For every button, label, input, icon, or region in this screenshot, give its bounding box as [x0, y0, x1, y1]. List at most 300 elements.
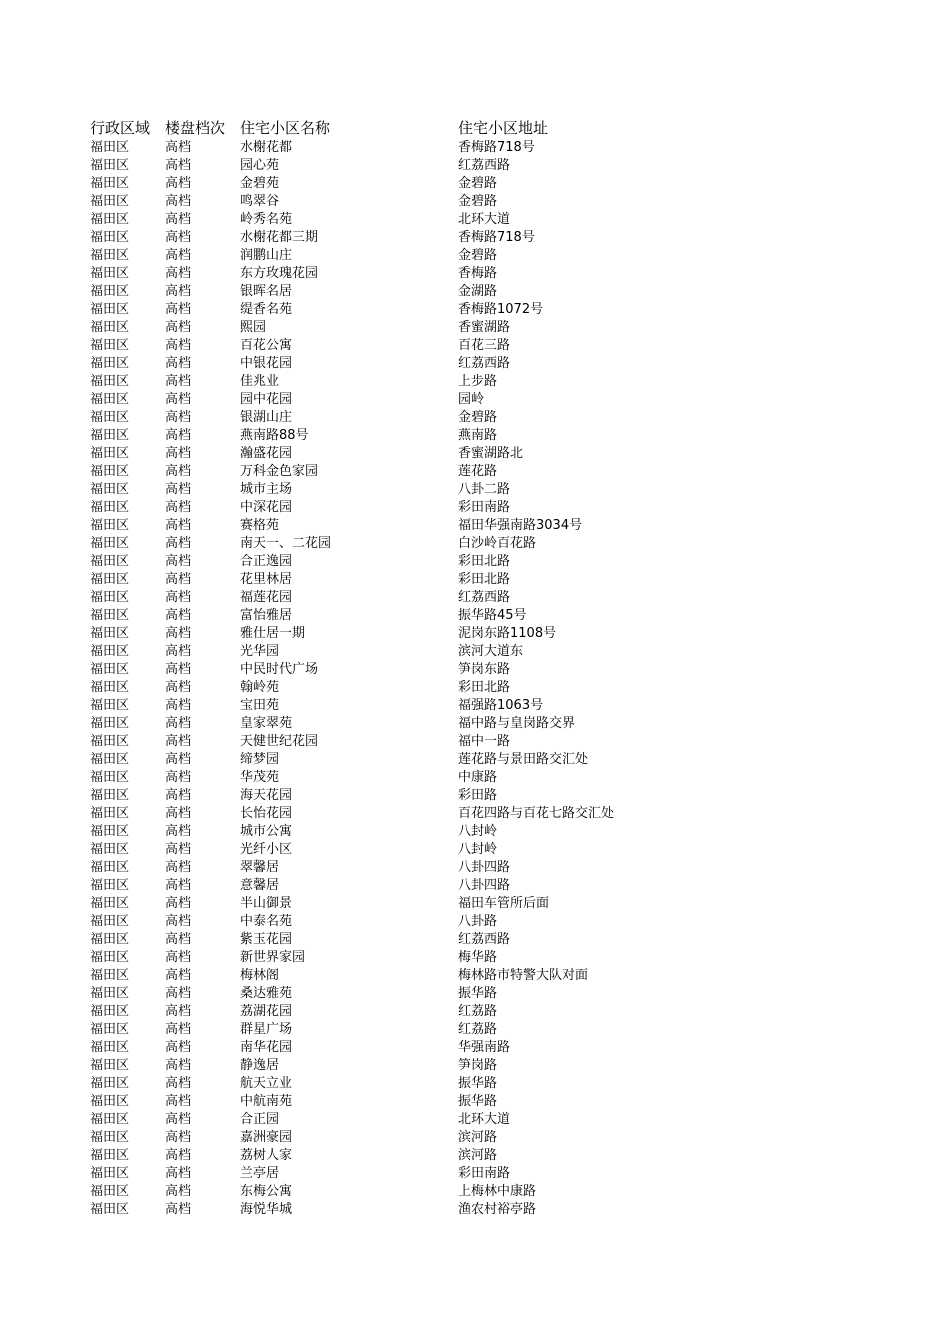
- name-cell: 鸣翠谷: [240, 194, 280, 209]
- address-cell: 振华路: [458, 1094, 498, 1109]
- name-cell: 雅仕居一期: [240, 626, 306, 641]
- name-cell: 润鹏山庄: [240, 248, 293, 263]
- address-cell: 彩田南路: [458, 1166, 511, 1181]
- address-cell: 滨河大道东: [458, 644, 524, 659]
- grade-cell: 高档: [165, 680, 192, 695]
- grade-cell: 高档: [165, 140, 192, 155]
- district-cell: 福田区: [90, 932, 130, 947]
- address-cell: 红荔路: [458, 1004, 498, 1019]
- table-row: [90, 139, 710, 157]
- name-cell: 南华花园: [240, 1040, 293, 1055]
- table-row: [90, 535, 710, 553]
- grade-cell: 高档: [165, 752, 192, 767]
- district-cell: 福田区: [90, 158, 130, 173]
- district-cell: 福田区: [90, 950, 130, 965]
- name-cell: 中航南苑: [240, 1094, 293, 1109]
- district-cell: 福田区: [90, 428, 130, 443]
- grade-cell: 高档: [165, 914, 192, 929]
- name-cell: 光华园: [240, 644, 280, 659]
- district-cell: 福田区: [90, 374, 130, 389]
- district-cell: 福田区: [90, 842, 130, 857]
- address-cell: 梅华路: [458, 950, 498, 965]
- name-cell: 荔树人家: [240, 1148, 293, 1163]
- table-row: [90, 1057, 710, 1075]
- district-cell: 福田区: [90, 1148, 130, 1163]
- district-cell: 福田区: [90, 194, 130, 209]
- grade-cell: 高档: [165, 284, 192, 299]
- grade-cell: 高档: [165, 158, 192, 173]
- address-cell: 北环大道: [458, 1112, 511, 1127]
- table-row: [90, 805, 710, 823]
- address-cell: 燕南路: [458, 428, 498, 443]
- table-row: [90, 913, 710, 931]
- address-cell: 振华路: [458, 1076, 498, 1091]
- table-row: [90, 301, 710, 319]
- table-header-row: [90, 118, 710, 138]
- grade-cell: 高档: [165, 698, 192, 713]
- table-row: [90, 1201, 710, 1219]
- grade-cell: 高档: [165, 968, 192, 983]
- district-cell: 福田区: [90, 1076, 130, 1091]
- address-cell: 香梅路: [458, 266, 498, 281]
- address-cell: 笋岗路: [458, 1058, 498, 1073]
- address-cell: 莲花路与景田路交汇处: [458, 752, 589, 767]
- address-cell: 北环大道: [458, 212, 511, 227]
- grade-cell: 高档: [165, 518, 192, 533]
- grade-cell: 高档: [165, 986, 192, 1001]
- table-row: [90, 607, 710, 625]
- table-row: [90, 787, 710, 805]
- table-row: [90, 643, 710, 661]
- name-cell: 意馨居: [240, 878, 280, 893]
- address-cell: 金碧路: [458, 410, 498, 425]
- district-cell: 福田区: [90, 716, 130, 731]
- district-cell: 福田区: [90, 176, 130, 191]
- grade-cell: 高档: [165, 1202, 192, 1217]
- name-cell: 中民时代广场: [240, 662, 319, 677]
- table-row: [90, 589, 710, 607]
- address-cell: 渔农村裕亭路: [458, 1202, 537, 1217]
- district-cell: 福田区: [90, 914, 130, 929]
- name-cell: 燕南路88号: [240, 428, 309, 443]
- name-cell: 中泰名苑: [240, 914, 293, 929]
- address-cell: 梅林路市特警大队对面: [458, 968, 589, 983]
- grade-cell: 高档: [165, 806, 192, 821]
- name-cell: 水榭花都三期: [240, 230, 319, 245]
- address-cell: 八卦路: [458, 914, 498, 929]
- grade-cell: 高档: [165, 1094, 192, 1109]
- table-row: [90, 463, 710, 481]
- name-cell: 长怡花园: [240, 806, 293, 821]
- name-cell: 水榭花都: [240, 140, 293, 155]
- residential-table: [90, 118, 710, 1219]
- name-cell: 合正逸园: [240, 554, 293, 569]
- name-cell: 华茂苑: [240, 770, 280, 785]
- district-cell: 福田区: [90, 284, 130, 299]
- name-cell: 兰亭居: [240, 1166, 280, 1181]
- address-cell: 园岭: [458, 392, 485, 407]
- grade-cell: 高档: [165, 392, 192, 407]
- table-row: [90, 247, 710, 265]
- grade-cell: 高档: [165, 770, 192, 785]
- district-cell: 福田区: [90, 806, 130, 821]
- name-cell: 光纤小区: [240, 842, 293, 857]
- address-cell: 振华路: [458, 986, 498, 1001]
- district-cell: 福田区: [90, 248, 130, 263]
- name-cell: 园中花园: [240, 392, 293, 407]
- address-cell: 金湖路: [458, 284, 498, 299]
- table-row: [90, 229, 710, 247]
- address-cell: 华强南路: [458, 1040, 511, 1055]
- district-cell: 福田区: [90, 554, 130, 569]
- table-row: [90, 1147, 710, 1165]
- name-cell: 岭秀名苑: [240, 212, 293, 227]
- name-cell: 翰岭苑: [240, 680, 280, 695]
- table-row: [90, 193, 710, 211]
- district-cell: 福田区: [90, 230, 130, 245]
- district-cell: 福田区: [90, 392, 130, 407]
- address-cell: 福中路与皇岗路交界: [458, 716, 576, 731]
- grade-cell: 高档: [165, 1004, 192, 1019]
- grade-cell: 高档: [165, 1040, 192, 1055]
- grade-cell: 高档: [165, 842, 192, 857]
- grade-cell: 高档: [165, 896, 192, 911]
- table-row: [90, 1093, 710, 1111]
- address-cell: 香梅路718号: [458, 230, 535, 245]
- table-row: [90, 571, 710, 589]
- address-cell: 八封岭: [458, 824, 498, 839]
- address-cell: 红荔西路: [458, 932, 511, 947]
- address-cell: 金碧路: [458, 248, 498, 263]
- name-cell: 园心苑: [240, 158, 280, 173]
- address-cell: 福强路1063号: [458, 698, 544, 713]
- name-cell: 嘉洲豪园: [240, 1130, 293, 1145]
- name-cell: 佳兆业: [240, 374, 280, 389]
- address-cell: 八卦二路: [458, 482, 511, 497]
- grade-cell: 高档: [165, 428, 192, 443]
- grade-cell: 高档: [165, 176, 192, 191]
- name-cell: 金碧苑: [240, 176, 280, 191]
- grade-cell: 高档: [165, 338, 192, 353]
- address-cell: 滨河路: [458, 1148, 498, 1163]
- table-row: [90, 391, 710, 409]
- table-row: [90, 895, 710, 913]
- district-cell: 福田区: [90, 590, 130, 605]
- table-row: [90, 1021, 710, 1039]
- district-cell: 福田区: [90, 1094, 130, 1109]
- name-cell: 银晖名居: [240, 284, 293, 299]
- name-cell: 城市主场: [240, 482, 293, 497]
- address-cell: 百花四路与百花七路交汇处: [458, 806, 615, 821]
- name-cell: 缇香名苑: [240, 302, 293, 317]
- district-cell: 福田区: [90, 302, 130, 317]
- district-cell: 福田区: [90, 536, 130, 551]
- district-cell: 福田区: [90, 878, 130, 893]
- district-cell: 福田区: [90, 1040, 130, 1055]
- address-cell: 振华路45号: [458, 608, 527, 623]
- grade-cell: 高档: [165, 950, 192, 965]
- name-cell: 南天一、二花园: [240, 536, 332, 551]
- name-cell: 万科金色家园: [240, 464, 319, 479]
- table-row: [90, 931, 710, 949]
- table-row: [90, 355, 710, 373]
- grade-cell: 高档: [165, 788, 192, 803]
- name-cell: 静逸居: [240, 1058, 280, 1073]
- name-cell: 熙园: [240, 320, 267, 335]
- table-row: [90, 157, 710, 175]
- district-cell: 福田区: [90, 446, 130, 461]
- address-cell: 金碧路: [458, 176, 498, 191]
- grade-cell: 高档: [165, 932, 192, 947]
- table-row: [90, 445, 710, 463]
- grade-cell: 高档: [165, 374, 192, 389]
- name-cell: 翠馨居: [240, 860, 280, 875]
- district-cell: 福田区: [90, 482, 130, 497]
- table-row: [90, 1003, 710, 1021]
- district-cell: 福田区: [90, 1022, 130, 1037]
- district-cell: 福田区: [90, 320, 130, 335]
- district-cell: 福田区: [90, 752, 130, 767]
- district-cell: 福田区: [90, 356, 130, 371]
- name-cell: 花里林居: [240, 572, 293, 587]
- name-cell: 中深花园: [240, 500, 293, 515]
- table-row: [90, 409, 710, 427]
- address-cell: 白沙岭百花路: [458, 536, 537, 551]
- district-cell: 福田区: [90, 680, 130, 695]
- address-cell: 香梅路718号: [458, 140, 535, 155]
- name-cell: 中银花园: [240, 356, 293, 371]
- table-body: [90, 139, 710, 1219]
- table-row: [90, 1039, 710, 1057]
- address-cell: 香蜜湖路: [458, 320, 511, 335]
- grade-cell: 高档: [165, 1076, 192, 1091]
- name-cell: 城市公寓: [240, 824, 293, 839]
- name-cell: 合正园: [240, 1112, 280, 1127]
- address-cell: 红荔西路: [458, 590, 511, 605]
- district-cell: 福田区: [90, 1184, 130, 1199]
- name-cell: 群星广场: [240, 1022, 293, 1037]
- table-row: [90, 661, 710, 679]
- grade-cell: 高档: [165, 662, 192, 677]
- address-cell: 香蜜湖路北: [458, 446, 524, 461]
- table-row: [90, 1075, 710, 1093]
- district-cell: 福田区: [90, 734, 130, 749]
- name-cell: 半山御景: [240, 896, 293, 911]
- district-cell: 福田区: [90, 788, 130, 803]
- address-cell: 笋岗东路: [458, 662, 511, 677]
- address-cell: 红荔西路: [458, 356, 511, 371]
- district-cell: 福田区: [90, 140, 130, 155]
- district-cell: 福田区: [90, 770, 130, 785]
- grade-cell: 高档: [165, 554, 192, 569]
- table-row: [90, 1111, 710, 1129]
- grade-cell: 高档: [165, 734, 192, 749]
- grade-cell: 高档: [165, 212, 192, 227]
- address-cell: 彩田路: [458, 788, 498, 803]
- header-name: 住宅小区名称: [240, 119, 331, 137]
- grade-cell: 高档: [165, 644, 192, 659]
- district-cell: 福田区: [90, 212, 130, 227]
- address-cell: 福中一路: [458, 734, 511, 749]
- grade-cell: 高档: [165, 356, 192, 371]
- name-cell: 瀚盛花园: [240, 446, 293, 461]
- table-row: [90, 823, 710, 841]
- address-cell: 上步路: [458, 374, 498, 389]
- grade-cell: 高档: [165, 1022, 192, 1037]
- header-grade: 楼盘档次: [165, 119, 226, 137]
- name-cell: 桑达雅苑: [240, 986, 293, 1001]
- table-row: [90, 553, 710, 571]
- district-cell: 福田区: [90, 896, 130, 911]
- address-cell: 金碧路: [458, 194, 498, 209]
- grade-cell: 高档: [165, 302, 192, 317]
- district-cell: 福田区: [90, 698, 130, 713]
- district-cell: 福田区: [90, 968, 130, 983]
- name-cell: 新世界家园: [240, 950, 306, 965]
- grade-cell: 高档: [165, 572, 192, 587]
- name-cell: 东方玫瑰花园: [240, 266, 319, 281]
- grade-cell: 高档: [165, 410, 192, 425]
- grade-cell: 高档: [165, 590, 192, 605]
- grade-cell: 高档: [165, 1184, 192, 1199]
- header-address: 住宅小区地址: [458, 119, 549, 137]
- district-cell: 福田区: [90, 662, 130, 677]
- address-cell: 彩田南路: [458, 500, 511, 515]
- district-cell: 福田区: [90, 500, 130, 515]
- district-cell: 福田区: [90, 1004, 130, 1019]
- name-cell: 富怡雅居: [240, 608, 293, 623]
- name-cell: 赛格苑: [240, 518, 280, 533]
- table-row: [90, 1165, 710, 1183]
- table-row: [90, 283, 710, 301]
- district-cell: 福田区: [90, 1112, 130, 1127]
- table-row: [90, 679, 710, 697]
- table-row: [90, 373, 710, 391]
- grade-cell: 高档: [165, 464, 192, 479]
- table-row: [90, 517, 710, 535]
- name-cell: 福莲花园: [240, 590, 293, 605]
- table-row: [90, 211, 710, 229]
- table-row: [90, 877, 710, 895]
- grade-cell: 高档: [165, 1166, 192, 1181]
- table-row: [90, 967, 710, 985]
- name-cell: 紫玉花园: [240, 932, 293, 947]
- name-cell: 荔湖花园: [240, 1004, 293, 1019]
- table-row: [90, 337, 710, 355]
- name-cell: 梅林阁: [240, 968, 280, 983]
- address-cell: 福田车管所后面: [458, 896, 550, 911]
- grade-cell: 高档: [165, 1148, 192, 1163]
- grade-cell: 高档: [165, 248, 192, 263]
- table-row: [90, 265, 710, 283]
- header-district: 行政区域: [90, 119, 151, 137]
- grade-cell: 高档: [165, 446, 192, 461]
- address-cell: 中康路: [458, 770, 498, 785]
- table-row: [90, 481, 710, 499]
- grade-cell: 高档: [165, 1058, 192, 1073]
- name-cell: 宝田苑: [240, 698, 280, 713]
- grade-cell: 高档: [165, 230, 192, 245]
- table-row: [90, 175, 710, 193]
- address-cell: 百花三路: [458, 338, 511, 353]
- address-cell: 福田华强南路3034号: [458, 518, 583, 533]
- address-cell: 彩田北路: [458, 572, 511, 587]
- address-cell: 八卦四路: [458, 878, 511, 893]
- district-cell: 福田区: [90, 518, 130, 533]
- district-cell: 福田区: [90, 410, 130, 425]
- district-cell: 福田区: [90, 266, 130, 281]
- grade-cell: 高档: [165, 1130, 192, 1145]
- name-cell: 海天花园: [240, 788, 293, 803]
- district-cell: 福田区: [90, 1058, 130, 1073]
- address-cell: 香梅路1072号: [458, 302, 544, 317]
- table-row: [90, 319, 710, 337]
- district-cell: 福田区: [90, 860, 130, 875]
- address-cell: 滨河路: [458, 1130, 498, 1145]
- grade-cell: 高档: [165, 824, 192, 839]
- table-row: [90, 499, 710, 517]
- table-row: [90, 625, 710, 643]
- name-cell: 东梅公寓: [240, 1184, 293, 1199]
- address-cell: 八卦四路: [458, 860, 511, 875]
- table-row: [90, 1129, 710, 1147]
- table-row: [90, 985, 710, 1003]
- address-cell: 红荔西路: [458, 158, 511, 173]
- table-row: [90, 427, 710, 445]
- district-cell: 福田区: [90, 1202, 130, 1217]
- grade-cell: 高档: [165, 482, 192, 497]
- district-cell: 福田区: [90, 608, 130, 623]
- grade-cell: 高档: [165, 320, 192, 335]
- district-cell: 福田区: [90, 464, 130, 479]
- address-cell: 八封岭: [458, 842, 498, 857]
- table-row: [90, 697, 710, 715]
- table-row: [90, 1183, 710, 1201]
- district-cell: 福田区: [90, 338, 130, 353]
- address-cell: 泥岗东路1108号: [458, 626, 557, 641]
- table-row: [90, 733, 710, 751]
- district-cell: 福田区: [90, 644, 130, 659]
- address-cell: 红荔路: [458, 1022, 498, 1037]
- grade-cell: 高档: [165, 1112, 192, 1127]
- table-row: [90, 751, 710, 769]
- grade-cell: 高档: [165, 860, 192, 875]
- district-cell: 福田区: [90, 1166, 130, 1181]
- district-cell: 福田区: [90, 824, 130, 839]
- address-cell: 莲花路: [458, 464, 498, 479]
- grade-cell: 高档: [165, 716, 192, 731]
- table-row: [90, 949, 710, 967]
- grade-cell: 高档: [165, 266, 192, 281]
- name-cell: 百花公寓: [240, 338, 293, 353]
- name-cell: 银湖山庄: [240, 410, 293, 425]
- name-cell: 天健世纪花园: [240, 734, 319, 749]
- table-row: [90, 769, 710, 787]
- name-cell: 缔梦园: [240, 752, 280, 767]
- table-row: [90, 841, 710, 859]
- grade-cell: 高档: [165, 194, 192, 209]
- district-cell: 福田区: [90, 572, 130, 587]
- table-row: [90, 859, 710, 877]
- district-cell: 福田区: [90, 986, 130, 1001]
- address-cell: 上梅林中康路: [458, 1184, 537, 1199]
- grade-cell: 高档: [165, 536, 192, 551]
- name-cell: 海悦华城: [240, 1202, 293, 1217]
- address-cell: 彩田北路: [458, 680, 511, 695]
- address-cell: 彩田北路: [458, 554, 511, 569]
- grade-cell: 高档: [165, 878, 192, 893]
- grade-cell: 高档: [165, 626, 192, 641]
